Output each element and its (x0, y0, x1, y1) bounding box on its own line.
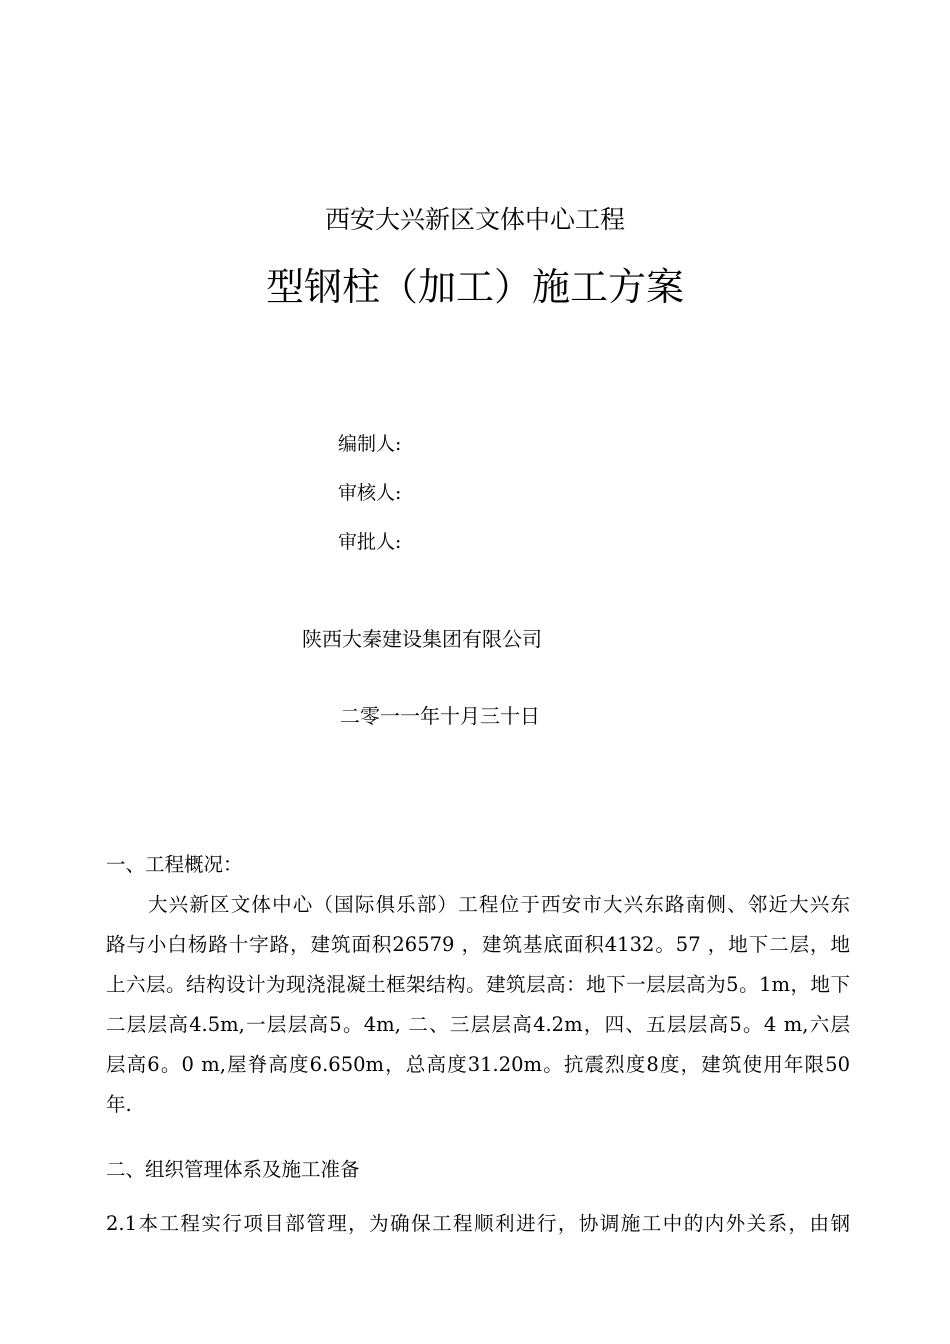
paragraph-line: 二层层高4.5m,一层层高5。4m, 二、三层层高4.2m，四、五层层高5。4 m,六层 (106, 1013, 850, 1036)
section1-heading: 一、工程概况： (106, 853, 243, 876)
section2-heading: 二、组织管理体系及施工准备 (106, 1158, 360, 1181)
document-title: 型钢柱（加工）施工方案 (265, 265, 684, 309)
paragraph-line: 大兴新区文体中心（国际俱乐部）工程位于西安市大兴东路南侧、邻近大兴东 (148, 893, 850, 916)
paragraph-line: 2.1本工程实行项目部管理，为确保工程顺利进行，协调施工中的内外关系，由钢 (106, 1212, 850, 1235)
paragraph-line: 年. (106, 1093, 132, 1116)
reviewer-label: 审核人: (338, 482, 402, 504)
section1-paragraph (106, 885, 850, 1125)
company-name: 陕西大秦建设集团有限公司 (302, 627, 542, 651)
project-title: 西安大兴新区文体中心工程 (324, 205, 625, 234)
section2-paragraph (106, 1204, 850, 1244)
document-date: 二零一一年十月三十日 (340, 704, 540, 728)
paragraph-line: 上六层。结构设计为现浇混凝土框架结构。建筑层高：地下一层层高为5。1m，地下 (106, 973, 850, 996)
paragraph-line: 层高6。0 m,屋脊高度6.650m，总高度31.20m。抗震烈度8度，建筑使用年限50 (106, 1053, 850, 1076)
approver-label: 审批人: (338, 531, 402, 553)
editor-label: 编制人: (338, 433, 402, 455)
paragraph-line: 路与小白杨路十字路，建筑面积26579 ，建筑基底面积4132。57 ，地下二层，地 (106, 933, 850, 956)
